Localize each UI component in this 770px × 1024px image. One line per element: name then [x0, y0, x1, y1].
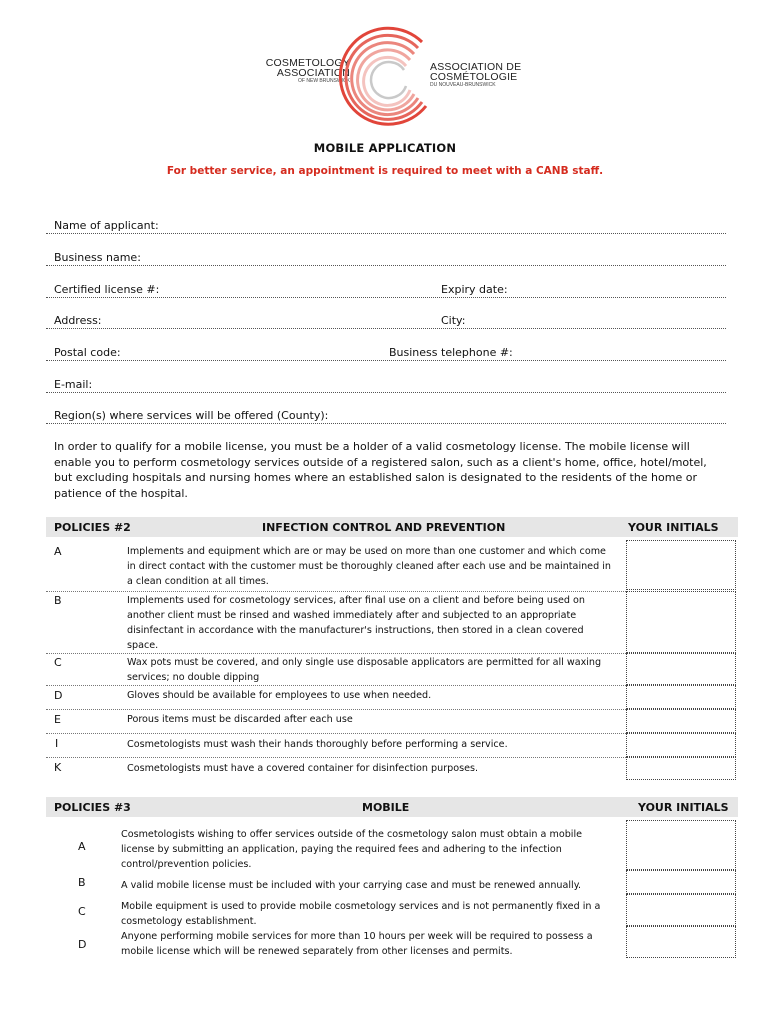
row-divider [46, 591, 626, 592]
policy-letter: E [54, 713, 61, 726]
email-label: E-mail: [54, 378, 93, 391]
policy-letter: A [54, 545, 62, 558]
email-input-line[interactable] [46, 392, 726, 393]
row-divider [46, 685, 626, 686]
initials-box[interactable] [626, 709, 736, 733]
logo-text: COSMETOLOGY [265, 57, 350, 69]
address-label: Address: [54, 314, 102, 327]
policies2-label: POLICIES #2 [54, 521, 131, 534]
policy-letter: B [78, 876, 86, 889]
policies3-heading: MOBILE [362, 801, 410, 814]
policy-text: Implements and equipment which are or may be used on more than one customer and which come in direct contact with the customer must be thoroughly cleaned after each use and be maintained in a clean condition at all times. [127, 546, 611, 587]
policy-letter: B [54, 594, 62, 607]
city-label: City: [441, 314, 466, 327]
expiry-label: Expiry date: [441, 283, 508, 296]
policies3-label: POLICIES #3 [54, 801, 131, 814]
row-divider [46, 757, 626, 758]
row-divider [46, 709, 626, 710]
initials-box[interactable] [626, 733, 736, 757]
initials-box[interactable] [626, 757, 736, 780]
page-title: MOBILE APPLICATION [313, 141, 457, 155]
initials-box[interactable] [626, 653, 736, 685]
regions-label: Region(s) where services will be offered (County): [54, 409, 329, 422]
policy-text: Porous items must be discarded after each use [127, 714, 353, 725]
initials-box[interactable] [626, 685, 736, 709]
policy-text: Gloves should be available for employees to use when needed. [127, 690, 432, 701]
logo-text: COSMÉTOLOGIE [430, 71, 518, 83]
logo-french [430, 62, 540, 89]
policies2-initials-heading: YOUR INITIALS [628, 521, 719, 534]
policy-letter: C [78, 905, 86, 918]
initials-box[interactable] [626, 894, 736, 926]
policy-letter: C [54, 656, 62, 669]
policy-letter: D [54, 689, 63, 702]
logo-text: ASSOCIATION [276, 67, 350, 79]
intro-paragraph: In order to qualify for a mobile license, you must be a holder of a valid cosmetology license. The mobile license will enable you to perform cosmetology services outside of a registered salon, such as a client's home, office, hotel/motel, but excluding hospitals and nursing homes where an established salon is designated to the residents of the home or patience of the hospital. [54, 440, 707, 500]
postal-input-line[interactable] [46, 360, 726, 361]
policy-text: A valid mobile license must be included with your carrying case and must be renewed annually. [121, 880, 582, 891]
initials-box[interactable] [626, 591, 736, 653]
address-input-line[interactable] [46, 328, 726, 329]
policy-letter: K [54, 761, 62, 774]
logo-text: OF NEW BRUNSWICK [298, 78, 350, 84]
initials-box[interactable] [626, 926, 736, 958]
license-label: Certified license #: [54, 283, 160, 296]
policy-text: Anyone performing mobile services for more than 10 hours per week will be required to possess a mobile license which will be renewed separately from other licenses and permits. [121, 931, 593, 957]
initials-box[interactable] [626, 870, 736, 894]
initials-box[interactable] [626, 540, 736, 590]
policy-text: Implements used for cosmetology services, after final use on a client and before being used on another client must be rinsed and washed immediately after and subjected to an appropriate disinfectant in accordance with the manufacturer's instructions, then stored in a clean covered space. [127, 595, 585, 651]
policy-text: Mobile equipment is used to provide mobile cosmetology services and is not permanently fixed in a cosmetology establishment. [121, 901, 601, 927]
regions-input-line[interactable] [46, 423, 726, 424]
postal-label: Postal code: [54, 346, 121, 359]
telephone-label: Business telephone #: [389, 346, 513, 359]
logo-text: DU NOUVEAU-BRUNSWICK [430, 82, 496, 88]
license-input-line[interactable] [46, 297, 726, 298]
row-divider [46, 653, 626, 654]
policies2-header [46, 517, 738, 537]
policy-letter: A [78, 840, 86, 853]
policy-text: Cosmetologists must have a covered container for disinfection purposes. [127, 763, 479, 774]
policy-letter: D [78, 938, 87, 951]
policy-text: Wax pots must be covered, and only single use disposable applicators are permitted for all waxing services; no double dipping [127, 657, 602, 683]
logo-text: ASSOCIATION DE [430, 61, 522, 73]
policies3-initials-heading: YOUR INITIALS [638, 801, 729, 814]
business-input-line[interactable] [46, 265, 726, 266]
policy-text: Cosmetologists wishing to offer services outside of the cosmetology salon must obtain a mobile license by submitting an application, paying the required fees and adhering to the infection control/prevention policies. [121, 829, 583, 870]
policies3-header [46, 797, 738, 817]
name-label: Name of applicant: [54, 219, 159, 232]
business-label: Business name: [54, 251, 141, 264]
row-divider [46, 733, 626, 734]
initials-box[interactable] [626, 820, 736, 870]
page-subtitle: For better service, an appointment is required to meet with a CANB staff. [166, 165, 604, 177]
name-input-line[interactable] [46, 233, 726, 234]
policies2-heading: INFECTION CONTROL AND PREVENTION [262, 521, 506, 534]
policy-letter: I [55, 737, 59, 750]
policy-text: Cosmetologists must wash their hands thoroughly before performing a service. [127, 739, 508, 750]
